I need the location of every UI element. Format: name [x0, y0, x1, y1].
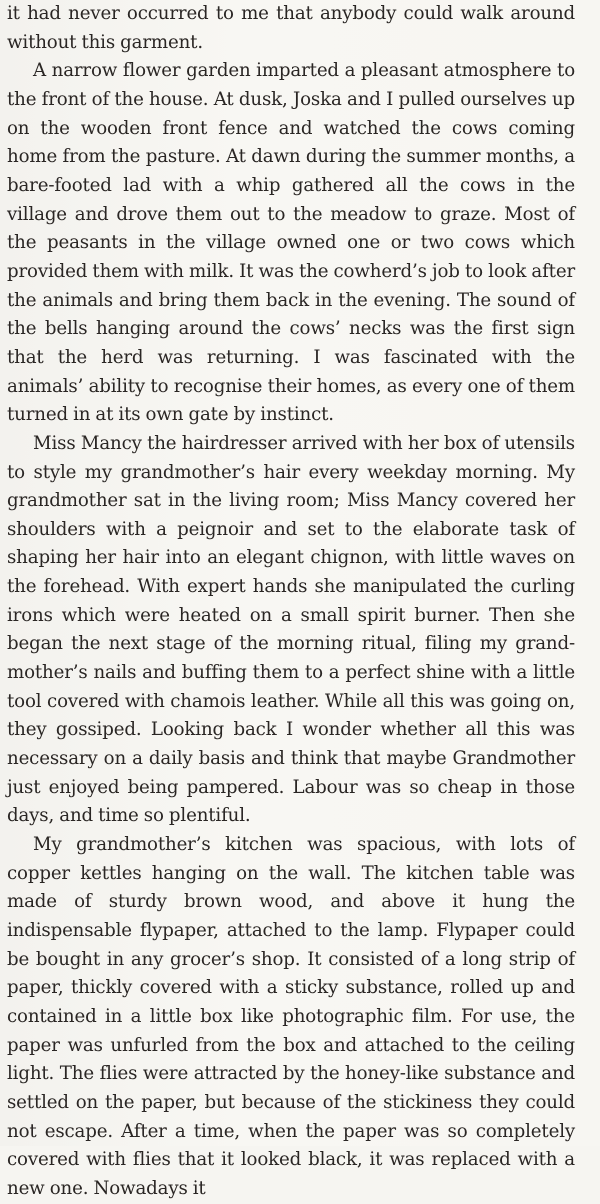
- paragraph-continued: it had never occurred to me that anybody could walk around without this garment.: [7, 3, 575, 53]
- paragraph-flower-garden: A narrow flower garden imparted a pleasant atmosphere to the front of the house. At dusk, Joska and I pulled ourselves up on the wooden front fence and watched the cows coming home from the pasture. At dawn during the summer months, a bare-footed lad with a whip gathered all the cows in the village and drove them out to the meadow to graze. Most of the peasants in the village owned one or two cows which provided them with milk. It was the cowherd’s job to look after the animals and bring them back in the evening. The sound of the bells hanging around the cows’ necks was the first sign that the herd was returning. I was fascinated with the animals’ ability to recognise their homes, as every one of them turned in at its own gate by instinct.: [7, 60, 575, 426]
- body-text: [7, 0, 575, 1204]
- paragraph-kitchen: My grandmother’s kitchen was spacious, with lots of copper kettles hanging on the wall. The kitchen table was made of sturdy brown wood, and above it hung the indispensable flypaper, attached to the lamp. Flypaper could be bought in any grocer’s shop. It consisted of a long strip of paper, thickly covered with a sticky substance, rolled up and contained in a little box like photographic film. For use, the paper was unfurled from the box and attached to the ceiling light. The flies were attracted by the honey-like substance and settled on the paper, but because of the stickiness they could not escape. After a time, when the paper was so completely covered with flies that it looked black, it was replaced with a new one. Nowadays it: [7, 834, 575, 1199]
- paragraph-hairdresser: Miss Mancy the hairdresser arrived with her box of utensils to style my grandmother’s hair every weekday morning. My grandmother sat in the living room; Miss Mancy covered her shoulders with a peignoir and set to the elaborate task of shaping her hair into an elegant chignon, with little waves on the forehead. With expert hands she manipulated the curling irons which were heated on a small spirit burner. Then she began the next stage of the morning ritual, filing my grand-mother’s nails and buffing them to a perfect shine with a little tool covered with chamois leather. While all this was going on, they gossiped. Looking back I wonder whether all this was necessary on a daily basis and think that maybe Grandmother just enjoyed being pampered. Labour was so cheap in those days, and time so plentiful.: [7, 432, 575, 827]
